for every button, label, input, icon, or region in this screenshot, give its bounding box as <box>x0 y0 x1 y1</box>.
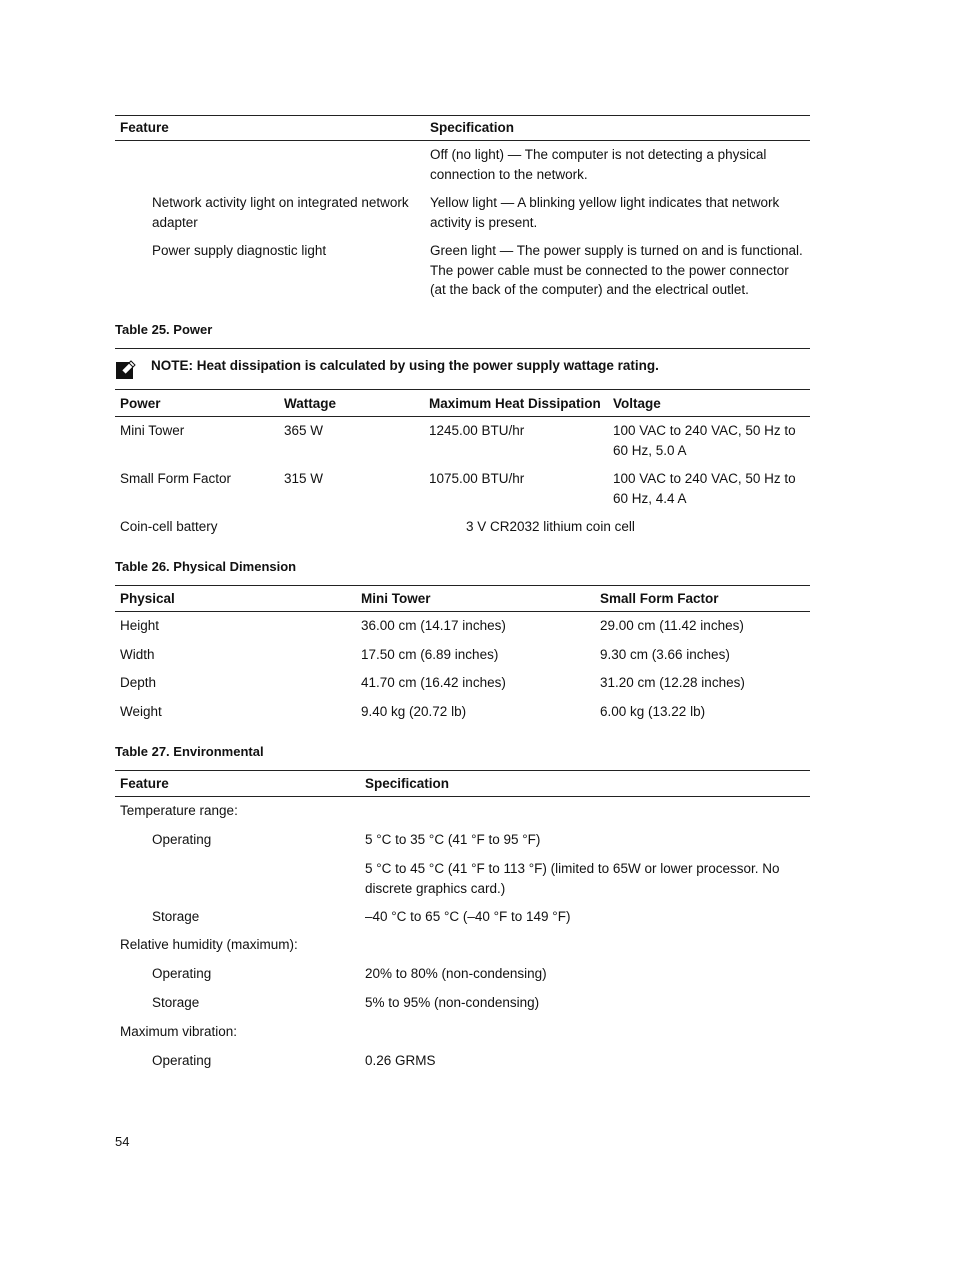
table-cell-spec: Green light — The power supply is turned on and is functional. The power cable must be connected to the power connector (at the back of the computer) and the electrical outlet. <box>430 243 803 297</box>
table-top-rule <box>115 585 810 586</box>
table-header-feature: Feature <box>120 120 169 135</box>
table-caption: Table 25. Power <box>115 322 213 337</box>
table-top-rule <box>115 389 810 390</box>
table-cell: 3 V CR2032 lithium coin cell <box>466 519 635 534</box>
table-cell-feature: Maximum vibration: <box>120 1024 238 1039</box>
table-cell-spec: Yellow light — A blinking yellow light indicates that network activity is present. <box>430 195 780 230</box>
table-cell: 29.00 cm (11.42 inches) <box>600 618 744 633</box>
table-caption: Table 27. Environmental <box>115 744 264 759</box>
table-header-wattage: Wattage <box>284 396 337 411</box>
table-cell-feature: Operating <box>152 1053 212 1068</box>
table-cell: 1245.00 BTU/hr <box>429 423 525 438</box>
note-top-rule <box>115 348 810 349</box>
table-cell: Weight <box>120 704 162 719</box>
table-header-rule <box>115 611 810 612</box>
table-cell: Height <box>120 618 160 633</box>
table-caption: Table 26. Physical Dimension <box>115 559 297 574</box>
page-number: 54 <box>115 1134 130 1149</box>
table-cell: Mini Tower <box>120 423 185 438</box>
table-cell-feature: Operating <box>152 832 212 847</box>
table-cell: 9.30 cm (3.66 inches) <box>600 647 730 662</box>
table-top-rule <box>115 770 810 771</box>
table-cell-feature: Relative humidity (maximum): <box>120 937 298 952</box>
table-header-rule <box>115 416 810 417</box>
table-cell-spec: 5 °C to 45 °C (41 °F to 113 °F) (limited to 65W or lower processor. No discrete graphics card.) <box>365 861 780 896</box>
table-cell: 365 W <box>284 423 324 438</box>
table-cell: Small Form Factor <box>120 471 232 486</box>
table-cell-feature: Storage <box>152 995 200 1010</box>
table-header-mini-tower: Mini Tower <box>361 591 431 606</box>
table-cell-spec: 20% to 80% (non-condensing) <box>365 966 547 981</box>
table-cell: Coin-cell battery <box>120 519 218 534</box>
table-header-power: Power <box>120 396 161 411</box>
table-cell-feature: Network activity light on integrated network adapter <box>152 195 409 230</box>
table-cell-spec: Off (no light) — The computer is not detecting a physical connection to the network. <box>430 147 767 182</box>
table-cell: 17.50 cm (6.89 inches) <box>361 647 499 662</box>
table-cell-spec: –40 °C to 65 °C (–40 °F to 149 °F) <box>365 909 571 924</box>
table-header-specification: Specification <box>365 776 450 791</box>
table-cell: Width <box>120 647 155 662</box>
table-top-rule <box>115 115 810 116</box>
table-cell-feature: Temperature range: <box>120 803 238 818</box>
table-cell: 31.20 cm (12.28 inches) <box>600 675 745 690</box>
table-cell-spec: 5% to 95% (non-condensing) <box>365 995 540 1010</box>
table-cell-feature: Operating <box>152 966 212 981</box>
table-header-rule <box>115 140 810 141</box>
table-header-specification: Specification <box>430 120 515 135</box>
table-cell: 315 W <box>284 471 324 486</box>
table-cell: 100 VAC to 240 VAC, 50 Hz to 60 Hz, 4.4 A <box>613 471 796 506</box>
note-pencil-icon <box>115 359 137 381</box>
table-cell: 1075.00 BTU/hr <box>429 471 525 486</box>
table-cell: 6.00 kg (13.22 lb) <box>600 704 706 719</box>
table-header-heat: Maximum Heat Dissipation <box>429 396 601 411</box>
table-header-rule <box>115 796 810 797</box>
table-header-sff: Small Form Factor <box>600 591 719 606</box>
table-cell-spec: 0.26 GRMS <box>365 1053 436 1068</box>
table-cell-feature: Storage <box>152 909 200 924</box>
table-header-voltage: Voltage <box>613 396 661 411</box>
table-cell: 100 VAC to 240 VAC, 50 Hz to 60 Hz, 5.0 A <box>613 423 796 458</box>
table-header-physical: Physical <box>120 591 175 606</box>
table-cell: 41.70 cm (16.42 inches) <box>361 675 506 690</box>
table-cell-spec: 5 °C to 35 °C (41 °F to 95 °F) <box>365 832 541 847</box>
table-cell: Depth <box>120 675 157 690</box>
table-cell: 36.00 cm (14.17 inches) <box>361 618 506 633</box>
table-header-feature: Feature <box>120 776 169 791</box>
table-cell: 9.40 kg (20.72 lb) <box>361 704 467 719</box>
table-cell-feature: Power supply diagnostic light <box>152 243 327 258</box>
note-text: NOTE: Heat dissipation is calculated by using the power supply wattage rating. <box>151 358 659 373</box>
